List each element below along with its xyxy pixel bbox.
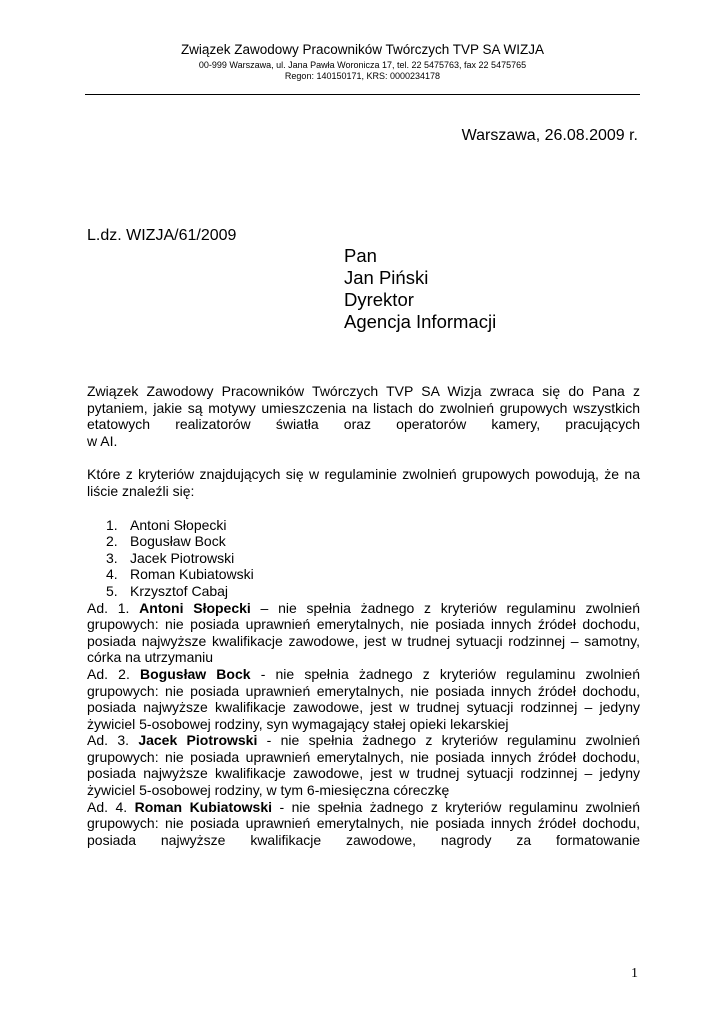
ad-prefix: Ad. 1. — [87, 599, 140, 616]
list-item-number: 2. — [106, 533, 118, 550]
list-item-number: 5. — [106, 582, 118, 599]
page-number: 1 — [631, 966, 638, 981]
intro-paragraph-end: w AI. — [87, 432, 118, 449]
ad-prefix: Ad. 3. — [87, 732, 139, 749]
ad-text: – nie spełnia żadnego z kryteriów regulaminu zwolnień grupowych: nie posiada uprawnień emerytalnych, nie posiada innych źródeł dochodu, posiada najwyższe kwalifikacje zawodowe, jest w trudnej sytuacji rodzinnej – samotny, córka na utrzymaniu — [87, 599, 640, 666]
letterhead-divider — [85, 94, 640, 95]
list-item — [87, 583, 640, 600]
question-paragraph: Które z kryteriów znajdujących się w regulaminie zwolnień grupowych powodują, że na liście znaleźli się: — [87, 466, 640, 499]
ad-paragraph — [87, 732, 640, 798]
list-item-name: Antoni Słopecki — [130, 516, 227, 533]
letter-date: Warszawa, 26.08.2009 r. — [461, 127, 638, 144]
addressee-line: Jan Piński — [344, 267, 429, 288]
addressee-line: Agencja Informacji — [344, 311, 497, 332]
list-item-name: Bogusław Bock — [130, 533, 226, 550]
ad-text: - nie spełnia żadnego z kryteriów regulaminu zwolnień grupowych: nie posiada uprawnień emerytalnych, nie posiada innych źródeł dochodu, posiada najwyższe kwalifikacje zawodowe, jest w trudnej sytuacji rodzinnej – jedyny żywiciel 5-osobowej rodziny, syn wymagający stałej opieki lekarskiej — [87, 665, 640, 732]
list-item-name: Jacek Piotrowski — [130, 549, 235, 566]
list-item — [87, 550, 640, 567]
list-item — [87, 533, 640, 550]
letterhead-registry: Regon: 140150171, KRS: 0000234178 — [284, 71, 441, 81]
names-list — [87, 517, 640, 600]
list-item — [87, 517, 640, 534]
letterhead-address: 00-999 Warszawa, ul. Jana Pawła Woronicza 17, tel. 22 5475763, fax 22 5475765 — [198, 60, 527, 70]
list-item-name: Krzysztof Cabaj — [130, 582, 229, 599]
addressee-block — [344, 245, 496, 333]
ad-paragraph — [87, 600, 640, 666]
ad-name: Antoni Słopecki — [139, 599, 251, 616]
addressee-line: Pan — [344, 245, 377, 266]
ad-prefix: Ad. 2. — [87, 665, 141, 682]
reference-number: L.dz. WIZJA/61/2009 — [87, 227, 237, 244]
addressee-line: Dyrektor — [344, 289, 414, 310]
intro-paragraph: Związek Zawodowy Pracowników Twórczych TVP SA Wizja zwraca się do Pana z pytaniem, jakie są motywy umieszczenia na listach do zwolnień grupowych wszystkich etatowych realizatorów światła oraz operatorów kamery, pracujących — [87, 383, 640, 433]
list-item — [87, 566, 640, 583]
ad-name: Roman Kubiatowski — [134, 798, 273, 815]
ad-paragraph — [87, 799, 640, 849]
list-item-number: 4. — [106, 566, 118, 583]
list-item-number: 3. — [106, 549, 118, 566]
ad-text: - nie spełnia żadnego z kryteriów regulaminu zwolnień grupowych: nie posiada uprawnień emerytalnych, nie posiada innych źródeł dochodu, posiada najwyższe kwalifikacje zawodowe, jest w trudnej sytuacji rodzinnej – jedyny żywiciel 5-osobowej rodziny, w tym 6-miesięczna córeczkę — [87, 732, 640, 799]
ad-text: - nie spełnia żadnego z kryteriów regulaminu zwolnień grupowych: nie posiada uprawnień emerytalnych, nie posiada innych źródeł dochodu, posiada najwyższe kwalifikacje zawodowe, nagrody za formatowanie — [87, 798, 641, 848]
ad-paragraph — [87, 666, 640, 732]
letterhead-organization: Związek Zawodowy Pracowników Twórczych TVP SA WIZJA — [180, 42, 545, 57]
ad-name: Bogusław Bock — [140, 665, 251, 682]
list-item-number: 1. — [106, 516, 118, 533]
list-item-name: Roman Kubiatowski — [130, 566, 254, 583]
ad-prefix: Ad. 4. — [87, 798, 135, 815]
ad-name: Jacek Piotrowski — [138, 732, 258, 749]
letter-body — [87, 383, 640, 848]
